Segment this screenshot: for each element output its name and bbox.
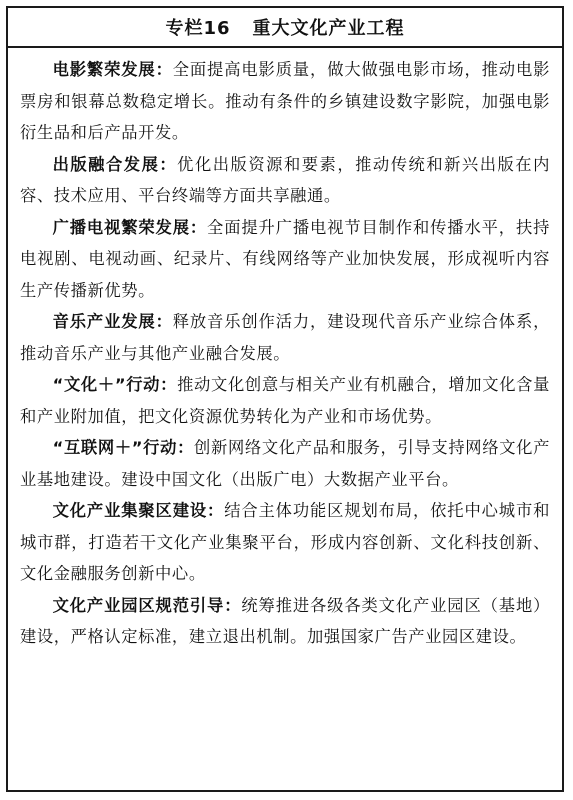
item-body: 创新网络文化产品和服务，引导支持网络文化产业基地建设。建设中国文化（出版广电）大数据产业平台。 [20, 438, 550, 489]
column-content [8, 48, 562, 653]
column-box [6, 6, 564, 792]
item-title: “互联网＋”行动： [52, 438, 195, 457]
item-title: “文化＋”行动： [52, 375, 178, 394]
item-title: 音乐产业发展： [52, 312, 173, 331]
item-broadcast [20, 212, 550, 307]
column-number: 专栏16 [165, 18, 231, 39]
item-title: 文化产业集聚区建设： [52, 501, 225, 520]
item-body: 全面提升广播电视节目制作和传播水平，扶持电视剧、电视动画、纪录片、有线网络等产业加快发展，形成视听内容生产传播新优势。 [20, 217, 550, 300]
item-culture-plus [20, 369, 550, 432]
item-body: 全面提高电影质量，做大做强电影市场，推动电影票房和银幕总数稳定增长。推动有条件的乡镇建设数字影院，加强电影衍生品和后产品开发。 [20, 60, 551, 142]
item-music [20, 306, 550, 369]
item-body: 结合主体功能区规划布局，依托中心城市和城市群，打造若干文化产业集聚平台，形成内容创新、文化科技创新、文化金融服务创新中心。 [20, 501, 550, 583]
item-body: 统筹推进各级各类文化产业园区（基地）建设，严格认定标准，建立退出机制。加强国家广告产业园区建设。 [20, 595, 550, 646]
column-header [8, 8, 562, 48]
item-cluster [20, 495, 550, 590]
item-park [20, 590, 550, 653]
item-title: 出版融合发展： [52, 154, 178, 174]
item-title: 广播电视繁荣发展： [52, 217, 208, 237]
item-publishing [20, 149, 550, 212]
item-internet-plus [20, 432, 550, 495]
item-title: 电影繁荣发展： [52, 60, 173, 79]
column-title: 重大文化产业工程 [252, 18, 405, 39]
item-film [20, 54, 550, 149]
item-body: 优化出版资源和要素，推动传统和新兴出版在内容、技术应用、平台终端等方面共享融通。 [20, 154, 550, 205]
item-title: 文化产业园区规范引导： [52, 595, 242, 615]
item-body: 释放音乐创作活力，建设现代音乐产业综合体系，推动音乐产业与其他产业融合发展。 [20, 312, 551, 363]
item-body: 推动文化创意与相关产业有机融合，增加文化含量和产业附加值，把文化资源优势转化为产业和市场优势。 [20, 375, 551, 426]
